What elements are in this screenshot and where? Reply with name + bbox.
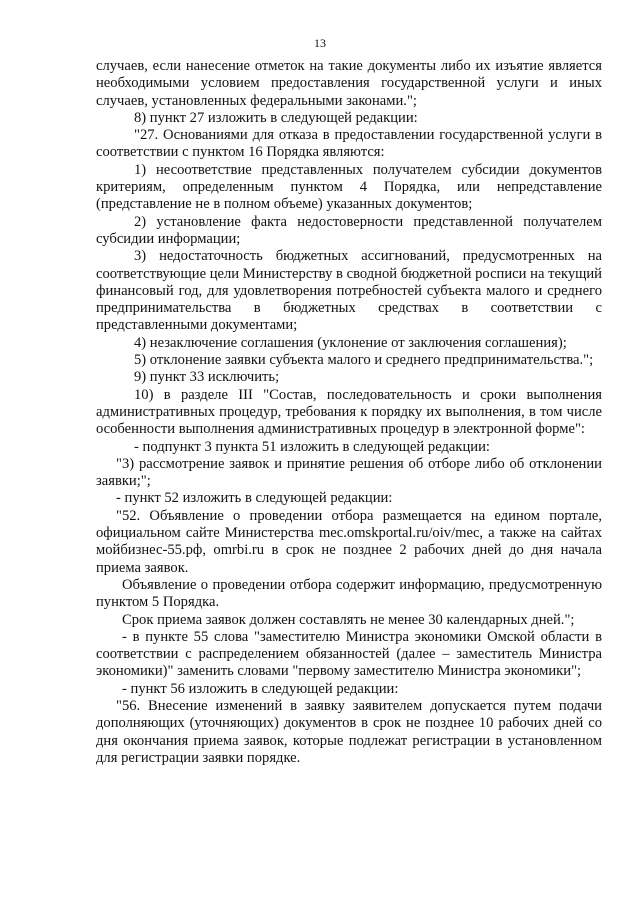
paragraph-subitem-3: 3) недостаточность бюджетных ассигнований, предусмотренных на соответствующие цели Министерству в сводной бюджетной росписи на текущий финансовый год, для удовлетворения потребностей субъекта малого и среднего предпринимательства в бюджетных средствах в соответствии с представленными документами; bbox=[96, 248, 602, 334]
paragraph-item-8: 8) пункт 27 изложить в следующей редакции: bbox=[134, 109, 418, 126]
paragraph-point-55: - в пункте 55 слова "заместителю Министра экономики Омской области в соответствии с распределением обязанностей (далее – заместитель Министра экономики)" заменить словами "первому заместителю Министра экономики"; bbox=[96, 628, 602, 680]
page-number: 13 bbox=[314, 36, 326, 50]
paragraph-point-52: - пункт 52 изложить в следующей редакции: bbox=[116, 490, 393, 507]
paragraph-point-27: "27. Основаниями для отказа в предоставлении государственной услуги в соответствии с пунктом 16 Порядка являются: bbox=[96, 127, 602, 161]
paragraph-point-56: - пункт 56 изложить в следующей редакции: bbox=[122, 680, 399, 697]
paragraph-subpoint-51: - подпункт 3 пункта 51 изложить в следующей редакции: bbox=[134, 438, 490, 455]
paragraph-application-term: Срок приема заявок должен составлять не менее 30 календарных дней."; bbox=[122, 611, 575, 628]
paragraph-subitem-4: 4) незаключение соглашения (уклонение от заключения соглашения); bbox=[134, 334, 567, 351]
paragraph-item-10: 10) в разделе III "Состав, последовательность и сроки выполнения административных процедур, требования к порядку их выполнения, в том числе особенности выполнения административных процедур в электронной форме": bbox=[96, 386, 602, 438]
document-body bbox=[96, 58, 602, 767]
paragraph-point-56-text: "56. Внесение изменений в заявку заявителем допускается путем подачи дополняющих (уточняющих) документов в срок не позднее 10 рабочих дней со дня окончания приема заявок, которые подлежат регистрации в установленном для регистрации заявки порядке. bbox=[96, 697, 602, 766]
paragraph-announcement-content: Объявление о проведении отбора содержит информацию, предусмотренную пунктом 5 Порядка. bbox=[96, 576, 602, 611]
paragraph-subitem-5: 5) отклонение заявки субъекта малого и среднего предпринимательства."; bbox=[134, 352, 594, 369]
paragraph-item-9: 9) пункт 33 исключить; bbox=[134, 369, 280, 386]
paragraph-continuation: случаев, если нанесение отметок на такие документы либо их изъятие является необходимыми условием предоставления государственной услуги и иных случаев, установленных федеральными законами."; bbox=[96, 58, 602, 109]
paragraph-subitem-2: 2) установление факта недостоверности представленной получателем субсидии информации; bbox=[96, 213, 602, 247]
paragraph-subpoint-51-text: "3) рассмотрение заявок и принятие решения об отборе либо об отклонении заявки;"; bbox=[96, 455, 602, 490]
paragraph-subitem-1: 1) несоответствие представленных получателем субсидии документов критериям, определенным пунктом 4 Порядка, или непредставление (представление не в полном объеме) указанных документов; bbox=[96, 161, 602, 213]
paragraph-point-52-text: "52. Объявление о проведении отбора размещается на едином портале, официальном сайте Министерства mec.omskportal.ru/oiv/mec, а также на сайтах мойбизнес-55.рф, omrbi.ru в срок не позднее 2 рабочих дней до дня начала приема заявок. bbox=[96, 507, 602, 576]
